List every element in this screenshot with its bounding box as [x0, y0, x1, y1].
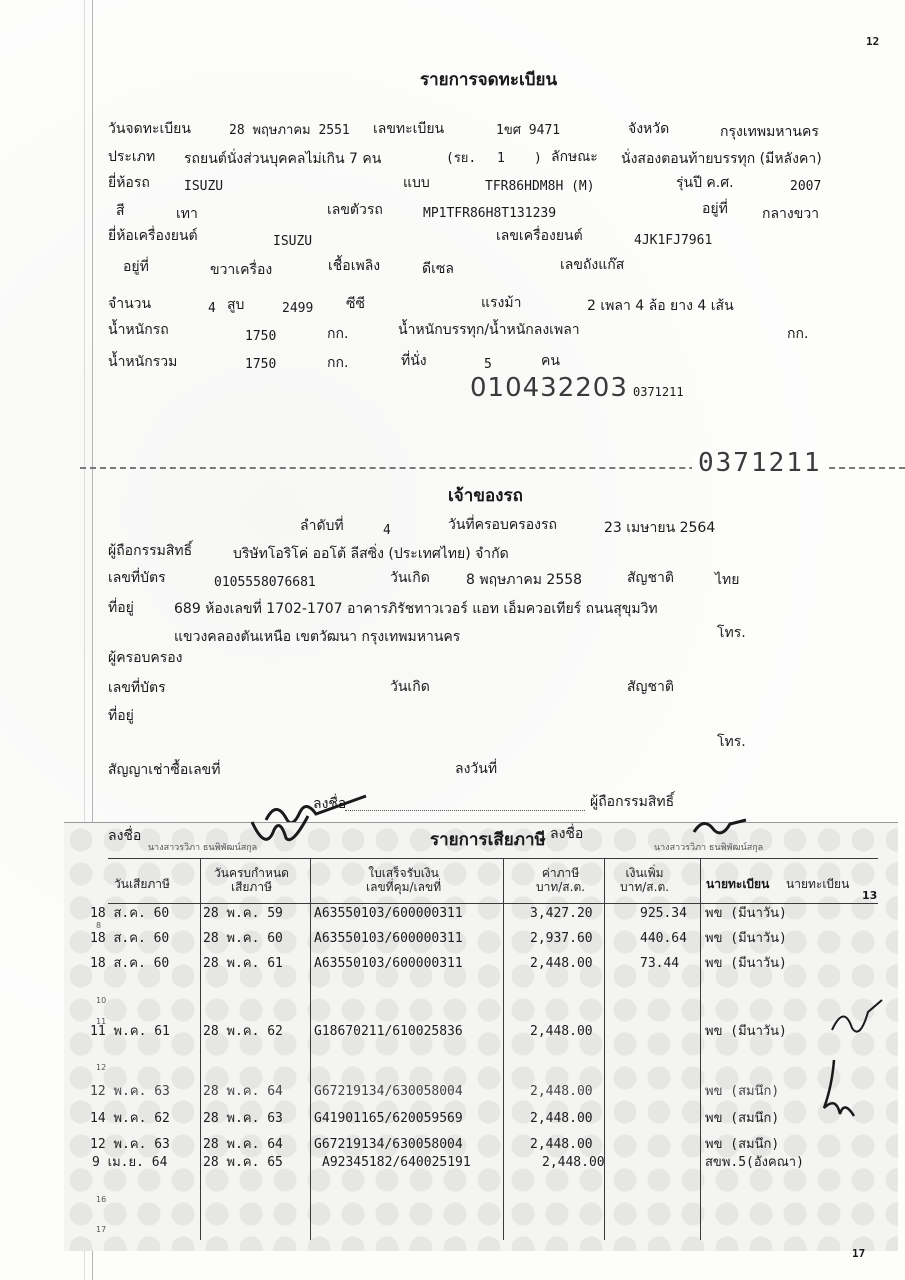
gas-tank-label: เลขถังแก๊ส [560, 257, 625, 273]
axles-wheels: 2 เพลา 4 ล้อ ยาง 4 เส้น [587, 298, 734, 314]
table-header-rule [108, 903, 878, 904]
row-surcharge: 73.44 [640, 956, 680, 971]
row-receipt: G18670211/610025836 [314, 1024, 463, 1039]
chassis-loc-label: อยู่ที่ [702, 201, 728, 217]
row-pay-date: 18 ส.ค. 60 [90, 931, 170, 946]
possess-date-label: วันที่ครอบครองรถ [448, 517, 557, 533]
sign-label-3: ลงชื่อ [550, 826, 584, 842]
stamp-name-right: นางสาวรวิภา ธนพิพัฒน์สกุล [654, 843, 764, 853]
tel-label: โทร. [717, 625, 746, 641]
count-label: จำนวน [108, 296, 152, 312]
cylinder-label: สูบ [227, 297, 245, 313]
load-unit: กก. [787, 326, 809, 342]
row-expiry: 28 พ.ค. 63 [203, 1111, 283, 1126]
possessor-label: ผู้ครอบครอง [108, 650, 183, 666]
row-tax: 2,448.00 [530, 1111, 593, 1126]
contract-date-label: ลงวันที่ [455, 761, 498, 777]
row-registrar: พข (มีนาวัน) [705, 906, 787, 921]
official-label: นายทะเบียน [706, 877, 770, 891]
possessor-id-label: เลขที่บัตร [108, 680, 166, 696]
col-divider [700, 858, 701, 1240]
row-receipt: A63550103/600000311 [314, 931, 463, 946]
type-label: ประเภท [108, 149, 156, 165]
sign-line [345, 810, 585, 811]
tax-title: รายการเสียภาษี [430, 830, 546, 850]
header-registrar: นายทะเบียน [786, 877, 850, 891]
row-tax: 3,427.20 [530, 906, 593, 921]
nationality-label: สัญชาติ [627, 570, 674, 586]
row-receipt: A63550103/600000311 [314, 956, 463, 971]
seq-label: ลำดับที่ [300, 518, 344, 534]
weight-unit: กก. [327, 326, 349, 342]
row-expiry: 28 พ.ค. 62 [203, 1024, 283, 1039]
hp-label: แรงม้า [481, 295, 522, 311]
row-expiry: 28 พ.ค. 60 [203, 931, 283, 946]
seats-label: ที่นั่ง [401, 353, 427, 369]
row-number: 11 [96, 1017, 107, 1026]
header-tax: ค่าภาษี บาท/ส.ต. [536, 866, 586, 894]
row-registrar: พข (สมนึก) [705, 1111, 780, 1126]
chassis-value: MP1TFR86H8T131239 [423, 206, 557, 221]
owner-label: ผู้ถือกรรมสิทธิ์ [108, 543, 193, 559]
possessor-tel-label: โทร. [717, 734, 746, 750]
contract-label: สัญญาเช่าซื้อเลขที่ [108, 762, 221, 778]
chassis-label: เลขตัวรถ [327, 202, 383, 218]
gross-label: น้ำหนักรวม [108, 354, 178, 370]
row-expiry: 28 พ.ค. 61 [203, 956, 283, 971]
birth-label: วันเกิด [390, 570, 430, 586]
ry-prefix: (รย. [446, 151, 477, 166]
id-label: เลขที่บัตร [108, 570, 166, 586]
row-pay-date: 11 พ.ค. 61 [90, 1024, 170, 1039]
sign-label: ลงชื่อ [313, 796, 347, 812]
signature-mark-5 [826, 994, 886, 1044]
header-expiry: วันครบกำหนด เสียภาษี [214, 866, 289, 894]
table-top-rule [108, 858, 878, 859]
stamp-name-left: นางสาวรวิภา ธนพิพัฒน์สกุล [148, 843, 258, 853]
margin-row-number: 16 [96, 1195, 107, 1204]
possess-date: 23 เมษายน 2564 [604, 520, 716, 536]
row-registrar: พข (มีนาวัน) [705, 956, 787, 971]
cc-value: 2499 [282, 301, 314, 316]
style-label: ลักษณะ [551, 149, 598, 165]
row-registrar: พข (มีนาวัน) [705, 931, 787, 946]
row-expiry: 28 พ.ค. 64 [203, 1084, 283, 1099]
col-divider [200, 858, 201, 1240]
row-pay-date: 9 เม.ย. 64 [92, 1155, 168, 1170]
color-label: สี [116, 203, 125, 219]
page-number-bottom: 17 [852, 1247, 866, 1260]
cylinders: 4 [208, 301, 216, 316]
row-expiry: 28 พ.ค. 65 [203, 1155, 283, 1170]
model-year-label: รุ่นปี ค.ศ. [676, 175, 734, 191]
row-pay-date: 12 พ.ค. 63 [90, 1084, 170, 1099]
possessor-nationality-label: สัญชาติ [627, 679, 674, 695]
row-tax: 2,448.00 [530, 1024, 593, 1039]
row-registrar: พข (มีนาวัน) [705, 1024, 787, 1039]
handwritten-number: 010432203 [470, 373, 628, 403]
id-value: 0105558076681 [214, 575, 316, 590]
owner-name: บริษัทโอริโค่ ออโต้ ลีสซิ่ง (ประเทศไทย) จำกัด [233, 546, 509, 562]
row-tax: 2,448.00 [530, 1084, 593, 1099]
birth-value: 8 พฤษภาคม 2558 [466, 572, 583, 588]
row-registrar: พข (สมนึก) [705, 1084, 780, 1099]
model-value: TFR86HDM8H (M) [485, 179, 595, 194]
row-tax: 2,448.00 [542, 1155, 605, 1170]
signature-mark-3 [690, 812, 750, 842]
engine-brand-value: ISUZU [273, 234, 313, 249]
engine-no-value: 4JK1FJ7961 [634, 233, 713, 248]
seats-unit: คน [541, 353, 560, 369]
weight-label: น้ำหนักรถ [108, 322, 169, 338]
col-divider [310, 858, 311, 1240]
reg-date: 28 พฤษภาคม 2551 [229, 123, 350, 138]
ry-suffix: ) [534, 151, 542, 166]
tear-number: 0371211 [692, 455, 828, 471]
cc-label: ซีซี [346, 296, 366, 312]
type-value: รถยนต์นั่งส่วนบุคคลไม่เกิน 7 คน [184, 151, 382, 167]
row-expiry: 28 พ.ค. 64 [203, 1137, 283, 1152]
row-tax: 2,937.60 [530, 931, 593, 946]
header-surcharge: เงินเพิ่ม บาท/ส.ต. [620, 866, 670, 894]
margin-row-number: 10 [96, 996, 107, 1005]
row-receipt: G41901165/620059569 [314, 1111, 463, 1126]
page-number: 12 [866, 35, 880, 48]
row-receipt: G67219134/630058004 [314, 1084, 463, 1099]
owner-title: เจ้าของรถ [448, 486, 523, 506]
model-year-value: 2007 [790, 179, 822, 194]
engine-brand-label: ยี่ห้อเครื่องยนต์ [108, 228, 198, 244]
brand-value: ISUZU [184, 179, 224, 194]
row-number: 8 [96, 921, 102, 930]
address-line-1: 689 ห้องเลขที่ 1702-1707 อาคารภิรัชทาวเวอร์ แอท เอ็มควอเทียร์ ถนนสุขุมวิท [174, 601, 658, 617]
sign-label-2: ลงชื่อ [108, 828, 142, 844]
row-registrar: พข (สมนึก) [705, 1137, 780, 1152]
row-surcharge: 925.34 [640, 906, 687, 921]
plate-label: เลขทะเบียน [373, 121, 445, 137]
nationality-value: ไทย [715, 572, 740, 588]
seats-value: 5 [484, 357, 492, 372]
header-receipt: ใบเสร็จรับเงิน เลขที่คุม/เลขที่ [366, 866, 442, 894]
col-divider [604, 858, 605, 1240]
sign-owner-label: ผู้ถือกรรมสิทธิ์ [590, 794, 675, 810]
row-receipt: A92345182/640025191 [322, 1155, 471, 1170]
col-divider [503, 858, 504, 1240]
row-receipt: A63550103/600000311 [314, 906, 463, 921]
row-registrar: สขพ.5(อังคณา) [705, 1155, 804, 1170]
registration-title: รายการจดทะเบียน [420, 70, 558, 90]
address-line-2: แขวงคลองตันเหนือ เขตวัฒนา กรุงเทพมหานคร [174, 629, 461, 645]
margin-row-number: 12 [96, 1063, 107, 1072]
row-tax: 2,448.00 [530, 956, 593, 971]
address-label: ที่อยู่ [108, 600, 134, 616]
row-pay-date: 14 พ.ค. 62 [90, 1111, 170, 1126]
possessor-address-label: ที่อยู่ [108, 708, 134, 724]
model-label: แบบ [403, 175, 430, 191]
signature-mark-2 [246, 812, 316, 852]
color-value: เทา [176, 206, 198, 222]
row-surcharge: 440.64 [640, 931, 687, 946]
plate-value: 1ขศ 9471 [496, 123, 561, 138]
possessor-birth-label: วันเกิด [390, 679, 430, 695]
row-expiry: 28 พ.ค. 59 [203, 906, 283, 921]
gross-value: 1750 [245, 357, 277, 372]
fuel-label: เชื้อเพลิง [328, 258, 381, 274]
load-label: น้ำหนักบรรทุก/น้ำหนักลงเพลา [398, 322, 580, 338]
row-pay-date: 12 พ.ค. 63 [90, 1137, 170, 1152]
signature-mark-4 [806, 1056, 866, 1126]
reg-date-label: วันจดทะเบียน [108, 121, 191, 137]
gross-unit: กก. [327, 355, 349, 371]
ry-number: 1 [497, 151, 505, 166]
row-receipt: G67219134/630058004 [314, 1137, 463, 1152]
chassis-loc-value: กลางขวา [762, 206, 820, 222]
seq-value: 4 [383, 523, 391, 538]
weight-value: 1750 [245, 329, 277, 344]
margin-row-number: 17 [96, 1225, 107, 1234]
header-pay-date: วันเสียภาษี [114, 877, 170, 891]
style-value: นั่งสองตอนท้ายบรรทุก (มีหลังคา) [621, 151, 822, 167]
row-pay-date: 18 ส.ค. 60 [90, 906, 170, 921]
brand-label: ยี่ห้อรถ [108, 175, 150, 191]
fuel-value: ดีเซล [422, 261, 454, 277]
engine-loc-value: ขวาเครื่อง [210, 262, 273, 278]
engine-no-label: เลขเครื่องยนต์ [496, 228, 583, 244]
side-number: 13 [862, 889, 878, 902]
row-tax: 2,448.00 [530, 1137, 593, 1152]
province-label: จังหวัด [628, 121, 670, 137]
row-pay-date: 18 ส.ค. 60 [90, 956, 170, 971]
small-number: 0371211 [633, 385, 684, 399]
engine-loc-label: อยู่ที่ [123, 259, 149, 275]
province-value: กรุงเทพมหานคร [720, 124, 819, 140]
